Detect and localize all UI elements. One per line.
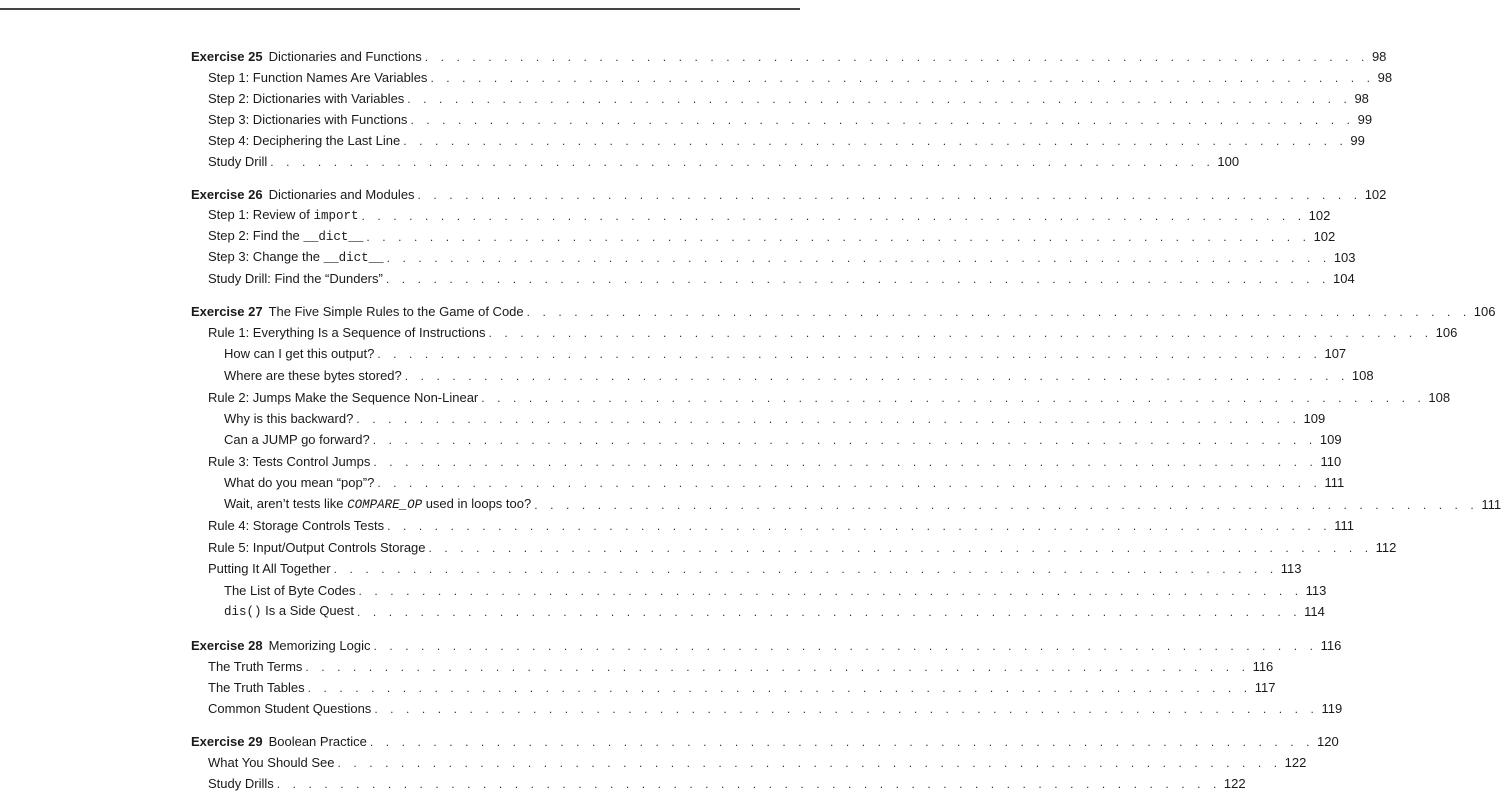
toc-entry-title (208, 755, 335, 771)
toc-page-number: 98 (1354, 91, 1369, 106)
toc-entry-title (208, 325, 486, 341)
toc-entry-title (208, 112, 407, 128)
toc-page-number: 122 (1284, 755, 1307, 770)
dot-leader: . . . . . . . . . . . . . . . . . . . . . . . . . . . . . . . . . . . . . . . . . . . . . . . . . . . . . . . . . . . . (357, 605, 1302, 619)
toc-entry-text: Study Drill: Find the “Dunders” (208, 271, 383, 286)
dot-leader: . . . . . . . . . . . . . . . . . . . . . . . . . . . . . . . . . . . . . . . . . . . . . . . . . . . . . . . . . . . . (526, 305, 1471, 319)
toc-page-number: 108 (1351, 368, 1374, 383)
toc-page-number: 100 (1217, 154, 1240, 169)
toc-entry-text: How can I get this output? (224, 346, 375, 361)
dot-leader: . . . . . . . . . . . . . . . . . . . . . . . . . . . . . . . . . . . . . . . . . . . . . . . . . . . . . . . . . . . . (488, 326, 1433, 340)
dot-leader: . . . . . . . . . . . . . . . . . . . . . . . . . . . . . . . . . . . . . . . . . . . . . . . . . . . . . . . . . . . . (372, 433, 1317, 447)
toc-entry-text: Boolean Practice (268, 734, 367, 749)
dot-leader: . . . . . . . . . . . . . . . . . . . . . . . . . . . . . . . . . . . . . . . . . . . . . . . . . . . . . . . . . . . . (404, 369, 1349, 383)
toc-entry-text: What You Should See (208, 755, 335, 770)
toc-subentry[interactable] (224, 492, 1501, 513)
toc-entry-text: Step 2: Find the (208, 228, 304, 243)
toc-subentry[interactable] (208, 203, 1331, 224)
dot-leader: . . . . . . . . . . . . . . . . . . . . . . . . . . . . . . . . . . . . . . . . . . . . . . . . . . . . . . . . . . . . (387, 519, 1332, 533)
toc-entry-title (224, 475, 374, 491)
code-term: __dict__ (323, 251, 384, 265)
toc-entry-text: Is a Side Quest (261, 603, 355, 618)
dot-leader: . . . . . . . . . . . . . . . . . . . . . . . . . . . . . . . . . . . . . . . . . . . . . . . . . . . . . . . . . . . . (377, 347, 1322, 361)
dot-leader: . . . . . . . . . . . . . . . . . . . . . . . . . . . . . . . . . . . . . . . . . . . . . . . . . . . . . . . . . . . . (428, 541, 1373, 555)
toc-subentry[interactable] (208, 696, 1343, 717)
toc-entry-title (224, 411, 353, 427)
toc-entry-title (208, 154, 267, 170)
toc-subentry[interactable] (224, 406, 1326, 427)
toc-page-number: 102 (1308, 208, 1331, 223)
toc-subentry[interactable] (208, 107, 1373, 128)
toc-page-number: 116 (1320, 638, 1342, 653)
toc-subentry[interactable] (224, 363, 1374, 384)
toc-entry-title (191, 49, 422, 65)
toc-page-number: 102 (1364, 187, 1387, 202)
toc-subentry[interactable] (208, 556, 1302, 577)
toc-entry-text: Memorizing Logic (268, 638, 371, 653)
toc-subentry[interactable] (208, 385, 1451, 406)
toc-page-number: 113 (1305, 583, 1327, 598)
code-term: __dict__ (303, 230, 364, 244)
toc-entry-text: Dictionaries and Functions (268, 49, 422, 64)
toc-entry-text: Step 4: Deciphering the Last Line (208, 133, 401, 148)
toc-exercise-entry[interactable] (191, 729, 1339, 750)
dot-leader: . . . . . . . . . . . . . . . . . . . . . . . . . . . . . . . . . . . . . . . . . . . . . . . . . . . . . . . . . . . . (276, 777, 1221, 791)
exercise-number: Exercise 28 (191, 638, 263, 653)
toc-entry-title (224, 346, 374, 362)
toc-entry-text: The Truth Terms (208, 659, 303, 674)
toc-entry-title (208, 390, 478, 406)
toc-page-number: 110 (1320, 454, 1342, 469)
dot-leader: . . . . . . . . . . . . . . . . . . . . . . . . . . . . . . . . . . . . . . . . . . . . . . . . . . . . . . . . . . . . (305, 660, 1250, 674)
toc-page-number: 116 (1252, 659, 1274, 674)
dot-leader: . . . . . . . . . . . . . . . . . . . . . . . . . . . . . . . . . . . . . . . . . . . . . . . . . . . . . . . . . . . . (356, 412, 1301, 426)
toc-entry-title (208, 680, 305, 696)
toc-subentry[interactable] (224, 427, 1342, 448)
toc-subentry[interactable] (224, 599, 1325, 620)
toc-page-number: 111 (1324, 475, 1345, 490)
toc-entry-title (208, 540, 426, 556)
toc-page-number: 111 (1334, 518, 1354, 533)
toc-page-number: 122 (1223, 776, 1246, 791)
toc-entry-title (208, 249, 384, 266)
toc-entry-title (208, 207, 359, 224)
dot-leader: . . . . . . . . . . . . . . . . . . . . . . . . . . . . . . . . . . . . . . . . . . . . . . . . . . . . . . . . . . . . (373, 639, 1318, 653)
toc-entry-title (208, 518, 384, 534)
dot-leader: . . . . . . . . . . . . . . . . . . . . . . . . . . . . . . . . . . . . . . . . . . . . . . . . . . . . . . . . . . . . (369, 735, 1315, 749)
dot-leader: . . . . . . . . . . . . . . . . . . . . . . . . . . . . . . . . . . . . . . . . . . . . . . . . . . . . . . . . . . . . (481, 391, 1426, 405)
toc-subentry[interactable] (208, 128, 1365, 149)
toc-entry-title (224, 368, 402, 384)
dot-leader: . . . . . . . . . . . . . . . . . . . . . . . . . . . . . . . . . . . . . . . . . . . . . . . . . . . . . . . . . . . . (337, 756, 1282, 770)
toc-page-number: 103 (1333, 250, 1356, 265)
toc-entry-title (208, 91, 404, 107)
toc-entry-text: Rule 3: Tests Control Jumps (208, 454, 371, 469)
toc-page-number: 119 (1321, 701, 1343, 716)
exercise-number: Exercise 29 (191, 734, 263, 749)
toc-entry-text: The Five Simple Rules to the Game of Code (268, 304, 524, 319)
toc-entry-text: Rule 4: Storage Controls Tests (208, 518, 385, 533)
toc-entry-text-after: used in loops too? (422, 496, 532, 511)
toc-page-number: 99 (1350, 133, 1365, 148)
toc-subentry[interactable] (224, 470, 1345, 491)
toc-entry-title (208, 133, 400, 149)
toc-page-number: 106 (1473, 304, 1496, 319)
dot-leader: . . . . . . . . . . . . . . . . . . . . . . . . . . . . . . . . . . . . . . . . . . . . . . . . . . . . . . . . . . . . (270, 155, 1215, 169)
toc-entry-title (208, 561, 331, 577)
dot-leader: . . . . . . . . . . . . . . . . . . . . . . . . . . . . . . . . . . . . . . . . . . . . . . . . . . . . . . . . . . . . (410, 113, 1355, 127)
toc-subentry[interactable] (208, 535, 1397, 556)
toc-page-number: 109 (1303, 411, 1326, 426)
toc-entry-title (208, 701, 371, 717)
dot-leader: . . . . . . . . . . . . . . . . . . . . . . . . . . . . . . . . . . . . . . . . . . . . . . . . . . . . . . . . . . . . (374, 702, 1319, 716)
toc-entry-text: Study Drills (208, 776, 274, 791)
toc-entry-text: Rule 5: Input/Output Controls Storage (208, 540, 426, 555)
toc-entry-text: Step 3: Change the (208, 249, 324, 264)
toc-exercise-entry[interactable] (191, 633, 1342, 654)
toc-entry-title (208, 454, 370, 470)
toc-subentry[interactable] (208, 771, 1246, 792)
dot-leader: . . . . . . . . . . . . . . . . . . . . . . . . . . . . . . . . . . . . . . . . . . . . . . . . . . . . . . . . . . . . (377, 476, 1322, 490)
toc-entry-title (208, 228, 363, 245)
toc-entry-text: Step 1: Function Names Are Variables (208, 70, 428, 85)
toc-subentry[interactable] (208, 750, 1307, 771)
toc-subentry[interactable] (208, 266, 1355, 287)
dot-leader: . . . . . . . . . . . . . . . . . . . . . . . . . . . . . . . . . . . . . . . . . . . . . . . . . . . . . . . . . . . . (407, 92, 1352, 106)
toc-entry-text: The List of Byte Codes (224, 583, 356, 598)
toc-page-number: 120 (1317, 734, 1339, 749)
toc-entry-text: Step 3: Dictionaries with Functions (208, 112, 408, 127)
toc-page-number: 108 (1428, 390, 1451, 405)
dot-leader: . . . . . . . . . . . . . . . . . . . . . . . . . . . . . . . . . . . . . . . . . . . . . . . . . . . . . . . . . . . . (385, 272, 1330, 286)
toc-entry-text: Where are these bytes stored? (224, 368, 402, 383)
toc-entry-title (224, 496, 531, 513)
exercise-number: Exercise 26 (191, 187, 263, 202)
toc-page-number: 104 (1333, 271, 1355, 286)
toc-entry-text: The Truth Tables (208, 680, 305, 695)
toc-entry-text: What do you mean “pop”? (224, 475, 375, 490)
toc-subentry[interactable] (208, 149, 1240, 170)
toc-page-number: 112 (1375, 540, 1397, 555)
toc-page-number: 113 (1280, 561, 1302, 576)
dot-leader: . . . . . . . . . . . . . . . . . . . . . . . . . . . . . . . . . . . . . . . . . . . . . . . . . . . . . . . . . . . . (361, 209, 1306, 223)
toc-entry-title (191, 734, 367, 750)
toc-subentry[interactable] (208, 654, 1274, 675)
toc-entry-title (224, 603, 354, 620)
toc-entry-title (191, 187, 415, 203)
toc-page-number: 109 (1319, 432, 1342, 447)
code-term: import (313, 209, 359, 223)
toc-entry-title (191, 638, 370, 654)
toc-exercise-entry[interactable] (191, 182, 1387, 203)
toc-subentry[interactable] (208, 675, 1276, 696)
toc-entry-text: Wait, aren’t tests like (224, 496, 348, 511)
dot-leader: . . . . . . . . . . . . . . . . . . . . . . . . . . . . . . . . . . . . . . . . . . . . . . . . . . . . . . . . . . . . (333, 562, 1278, 576)
dot-leader: . . . . . . . . . . . . . . . . . . . . . . . . . . . . . . . . . . . . . . . . . . . . . . . . . . . . . . . . . . . . (430, 71, 1375, 85)
toc-page-number: 102 (1313, 229, 1336, 244)
toc-subentry[interactable] (208, 224, 1336, 245)
toc-page-number: 98 (1371, 49, 1387, 64)
toc-entry-text: Dictionaries and Modules (268, 187, 415, 202)
toc-entry-title (208, 659, 302, 675)
dot-leader: . . . . . . . . . . . . . . . . . . . . . . . . . . . . . . . . . . . . . . . . . . . . . . . . . . . . . . . . . . . . (373, 455, 1318, 469)
toc-subentry[interactable] (208, 86, 1369, 107)
toc-page-number: 117 (1254, 680, 1276, 695)
toc-entry-title (208, 70, 427, 86)
toc-page-number: 98 (1377, 70, 1393, 85)
dot-leader: . . . . . . . . . . . . . . . . . . . . . . . . . . . . . . . . . . . . . . . . . . . . . . . . . . . . . . . . . . . . (307, 681, 1252, 695)
toc-entry-title (208, 776, 274, 792)
toc-subentry[interactable] (208, 513, 1354, 534)
toc-page-number: 114 (1304, 604, 1325, 619)
toc-entry-title (224, 432, 370, 448)
toc-entry-text: Rule 1: Everything Is a Sequence of Instructions (208, 325, 486, 340)
toc-entry-text: Putting It All Together (208, 561, 331, 576)
toc-subentry[interactable] (224, 578, 1327, 599)
toc-subentry[interactable] (208, 449, 1342, 470)
toc-entry-text: Why is this backward? (224, 411, 354, 426)
toc-exercise-entry[interactable] (191, 44, 1387, 65)
toc-entry-text: Rule 2: Jumps Make the Sequence Non-Linear (208, 390, 479, 405)
dot-leader: . . . . . . . . . . . . . . . . . . . . . . . . . . . . . . . . . . . . . . . . . . . . . . . . . . . . . . . . . . . . (358, 584, 1303, 598)
toc-subentry[interactable] (208, 245, 1356, 266)
toc-subentry[interactable] (224, 341, 1347, 362)
toc-entry-title (208, 271, 383, 287)
exercise-number: Exercise 27 (191, 304, 263, 319)
dot-leader: . . . . . . . . . . . . . . . . . . . . . . . . . . . . . . . . . . . . . . . . . . . . . . . . . . . . . . . . . . . . (534, 498, 1479, 512)
toc-entry-title (224, 583, 356, 599)
toc-page-number: 106 (1435, 325, 1458, 340)
toc-page-number: 111 (1481, 497, 1501, 512)
exercise-number: Exercise 25 (191, 49, 263, 64)
toc-entry-text: Study Drill (208, 154, 268, 169)
toc-entry-text: Common Student Questions (208, 701, 372, 716)
toc-entry-text: Can a JUMP go forward? (224, 432, 370, 447)
dot-leader: . . . . . . . . . . . . . . . . . . . . . . . . . . . . . . . . . . . . . . . . . . . . . . . . . . . . . . . . . . . . (424, 50, 1369, 64)
toc-page-number: 107 (1324, 346, 1347, 361)
toc-subentry[interactable] (208, 65, 1393, 86)
dot-leader: . . . . . . . . . . . . . . . . . . . . . . . . . . . . . . . . . . . . . . . . . . . . . . . . . . . . . . . . . . . . (417, 188, 1362, 202)
toc-exercise-entry[interactable] (191, 299, 1496, 320)
dot-leader: . . . . . . . . . . . . . . . . . . . . . . . . . . . . . . . . . . . . . . . . . . . . . . . . . . . . . . . . . . . . (386, 251, 1331, 265)
toc-entry-title (191, 304, 524, 320)
dot-leader: . . . . . . . . . . . . . . . . . . . . . . . . . . . . . . . . . . . . . . . . . . . . . . . . . . . . . . . . . . . . (366, 230, 1311, 244)
toc-subentry[interactable] (208, 320, 1458, 341)
dot-leader: . . . . . . . . . . . . . . . . . . . . . . . . . . . . . . . . . . . . . . . . . . . . . . . . . . . . . . . . . . . . (403, 134, 1348, 148)
toc-page-number: 99 (1357, 112, 1373, 127)
toc-entry-text: Step 2: Dictionaries with Variables (208, 91, 405, 106)
toc-entry-text: Step 1: Review of (208, 207, 314, 222)
code-term: COMPARE_OP (347, 498, 423, 512)
code-term: dis() (224, 605, 262, 619)
